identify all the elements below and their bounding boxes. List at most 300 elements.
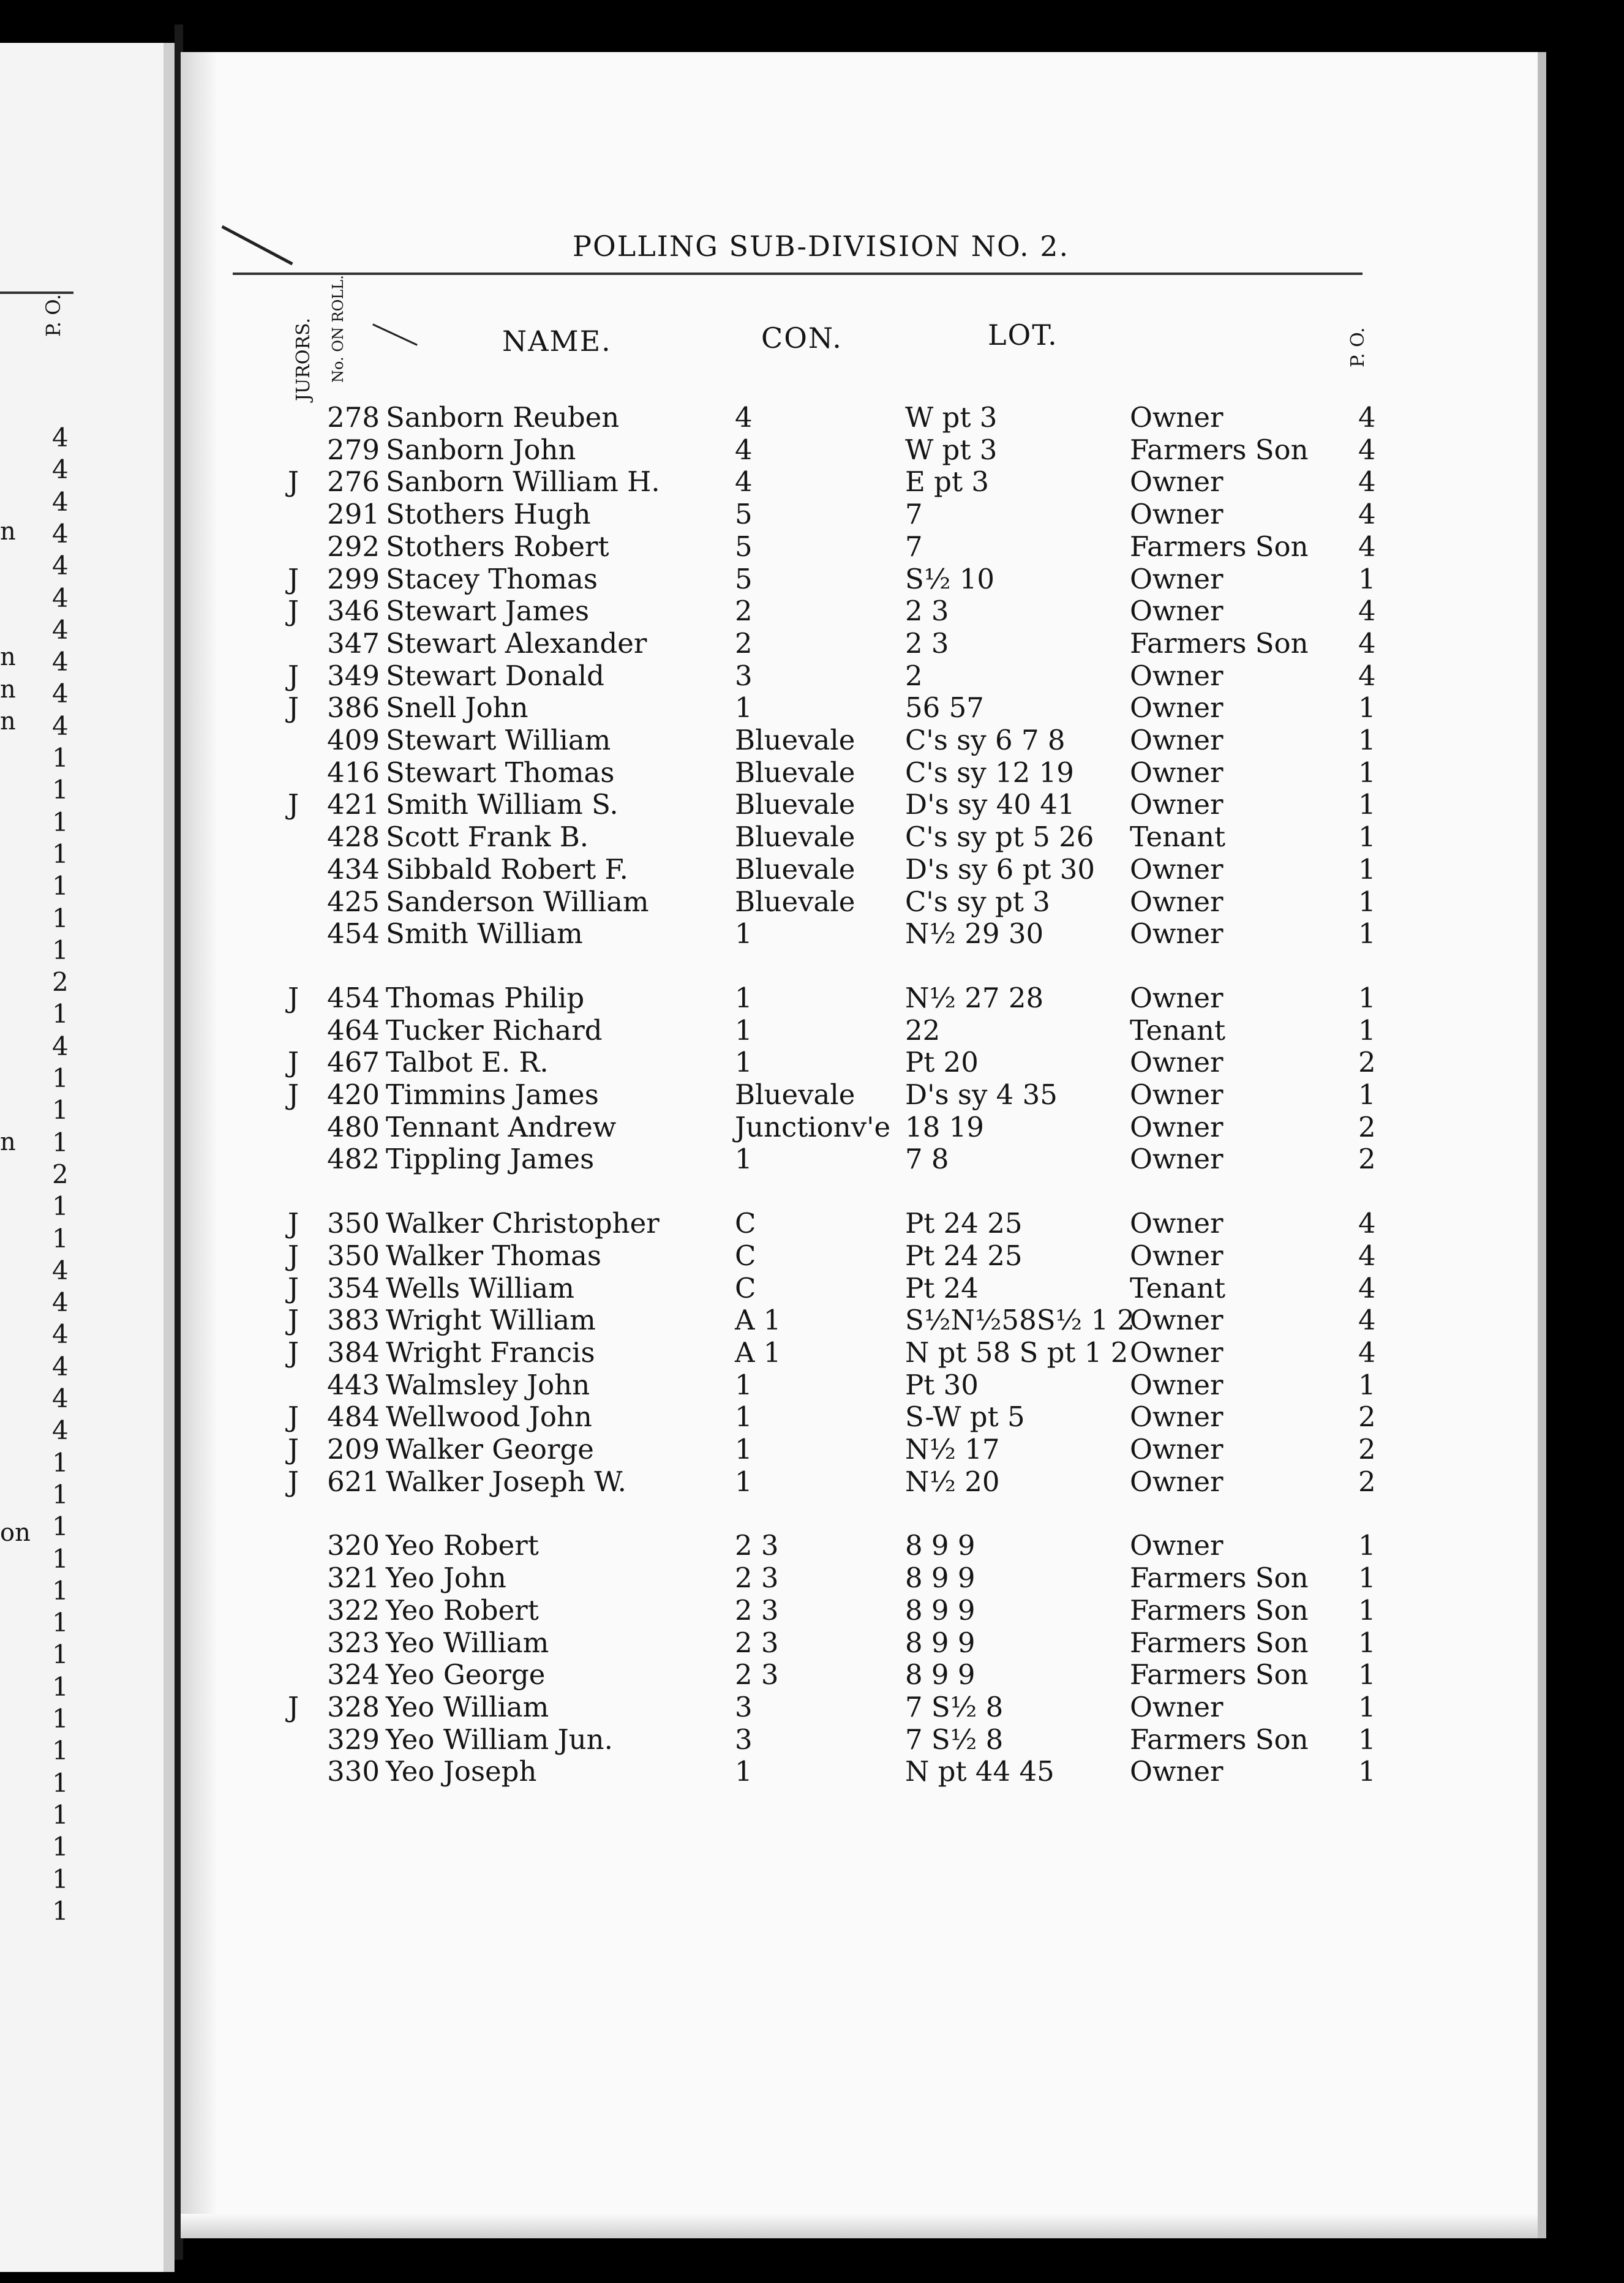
post-office: 2 [1358, 1143, 1376, 1176]
roll-number: 480 [327, 1110, 380, 1143]
previous-page-number: 1 [52, 1575, 69, 1606]
previous-page-number: 4 [52, 1287, 69, 1318]
concession: 1 [735, 1046, 753, 1079]
lot: C's sy pt 3 [905, 885, 1050, 918]
elector-name: Yeo Joseph [386, 1755, 537, 1788]
concession: Bluevale [735, 724, 855, 756]
table-row [0, 1627, 1624, 1657]
concession: A 1 [735, 1304, 781, 1337]
concession: 1 [735, 1014, 753, 1047]
table-row [0, 1691, 1624, 1721]
roll-number: 279 [327, 433, 380, 466]
status: Owner [1130, 465, 1224, 498]
concession: 1 [735, 1465, 753, 1498]
table-row [0, 1207, 1624, 1238]
lot: Pt 24 25 [905, 1207, 1023, 1240]
juror-flag: J [288, 465, 299, 498]
lot: 8 9 9 [905, 1529, 976, 1562]
post-office: 1 [1358, 1690, 1376, 1723]
elector-name: Smith William [386, 917, 583, 950]
juror-flag: J [288, 595, 299, 628]
roll-number: 321 [327, 1562, 380, 1595]
table-row [0, 821, 1624, 854]
lot: 7 [905, 530, 923, 563]
table-row [0, 691, 1624, 722]
post-office: 1 [1358, 821, 1376, 854]
juror-flag: J [288, 1465, 299, 1498]
status: Tenant [1130, 1014, 1226, 1047]
status: Farmers Son [1130, 1658, 1309, 1691]
previous-page-number: 1 [52, 1511, 69, 1542]
roll-number: 454 [327, 917, 380, 950]
concession: C [735, 1207, 756, 1240]
roll-number: 416 [327, 756, 380, 789]
status: Owner [1130, 1207, 1224, 1240]
table-row [0, 917, 1624, 948]
post-office: 2 [1358, 1433, 1376, 1465]
status: Owner [1130, 691, 1224, 724]
concession: 3 [735, 1690, 753, 1723]
previous-page-number: 1 [52, 1799, 69, 1830]
previous-page-number: 1 [52, 1543, 69, 1574]
roll-number: 350 [327, 1207, 380, 1240]
concession: C [735, 1239, 756, 1272]
page-title: POLLING SUB-DIVISION NO. 2. [573, 230, 1070, 263]
previous-page-fragment: on [0, 1519, 31, 1547]
previous-page-number: 4 [52, 1255, 69, 1285]
elector-name: Timmins James [386, 1078, 599, 1111]
roll-number: 209 [327, 1433, 380, 1465]
table-row [0, 401, 1624, 432]
juror-flag: J [288, 788, 299, 821]
concession: 5 [735, 562, 753, 595]
previous-page-number: 1 [52, 807, 69, 837]
previous-page-number: 1 [52, 1223, 69, 1254]
roll-number: 278 [327, 401, 380, 434]
status: Owner [1130, 1046, 1224, 1079]
elector-name: Smith William S. [386, 788, 618, 821]
concession: 1 [735, 1143, 753, 1176]
roll-number: 425 [327, 885, 380, 918]
elector-name: Stewart Thomas [386, 756, 615, 789]
previous-page-number: 4 [52, 486, 69, 517]
roll-number: 386 [327, 691, 380, 724]
previous-page-number: 4 [52, 647, 69, 677]
previous-page-number: 1 [52, 743, 69, 773]
previous-page-number: 1 [52, 903, 69, 933]
roll-number: 383 [327, 1304, 380, 1337]
table-row [0, 1239, 1624, 1270]
previous-page-number: 1 [52, 1095, 69, 1126]
name-header: NAME. [502, 325, 612, 358]
lot: W pt 3 [905, 401, 998, 434]
lot: N½ 27 28 [905, 981, 1044, 1014]
roll-number: 621 [327, 1465, 380, 1498]
previous-page-fragment: n [0, 1128, 16, 1156]
previous-page-number: 4 [52, 551, 69, 581]
lot: W pt 3 [905, 433, 998, 466]
juror-flag: J [288, 691, 299, 724]
status: Owner [1130, 756, 1224, 789]
status: Farmers Son [1130, 1626, 1309, 1659]
table-row [0, 1755, 1624, 1786]
lot: 2 3 [905, 626, 949, 660]
table-row [0, 1369, 1624, 1399]
elector-name: Wright William [386, 1304, 596, 1337]
status: Farmers Son [1130, 1562, 1309, 1595]
concession: 1 [735, 1433, 753, 1465]
table-row [0, 1433, 1624, 1464]
post-office: 1 [1358, 1014, 1376, 1047]
status: Farmers Son [1130, 433, 1309, 466]
previous-page-number: 2 [52, 1159, 69, 1189]
table-row [0, 434, 1624, 464]
elector-name: Yeo Robert [386, 1529, 539, 1562]
post-office: 4 [1358, 433, 1376, 466]
con-header: CON. [761, 322, 843, 355]
post-office: 1 [1358, 562, 1376, 595]
juror-flag: J [288, 1078, 299, 1111]
previous-page-number: 4 [52, 454, 69, 485]
lot: S-W pt 5 [905, 1401, 1025, 1434]
concession: Bluevale [735, 852, 855, 886]
elector-name: Walker Joseph W. [386, 1465, 626, 1498]
roll-number: 443 [327, 1368, 380, 1401]
elector-name: Stothers Hugh [386, 498, 591, 531]
roll-number: 354 [327, 1271, 380, 1304]
previous-page-number: 1 [52, 1127, 69, 1157]
table-row [0, 1014, 1624, 1045]
roll-number: 329 [327, 1723, 380, 1756]
roll-number: 421 [327, 788, 380, 821]
status: Owner [1130, 1110, 1224, 1143]
previous-page-number: 1 [52, 1864, 69, 1894]
concession: 2 3 [735, 1626, 779, 1659]
lot: 2 [905, 659, 923, 692]
previous-page-number: 4 [52, 423, 69, 453]
table-row [0, 563, 1624, 593]
status: Owner [1130, 917, 1224, 950]
page-shadow-bottom [181, 2214, 1546, 2238]
previous-page-fragment: n [0, 643, 16, 671]
juror-flag: J [288, 562, 299, 595]
previous-page-po-header: P. O. [42, 294, 65, 337]
juror-flag: J [288, 1304, 299, 1337]
lot: 22 [905, 1014, 941, 1047]
previous-page-number: 4 [52, 614, 69, 645]
status: Owner [1130, 1401, 1224, 1434]
status: Owner [1130, 659, 1224, 692]
post-office: 4 [1358, 465, 1376, 498]
roll-number: 428 [327, 821, 380, 854]
concession: Bluevale [735, 885, 855, 918]
table-row [0, 1078, 1624, 1109]
status: Farmers Son [1130, 626, 1309, 660]
roll-number: 299 [327, 562, 380, 595]
lot: N½ 29 30 [905, 917, 1044, 950]
status: Owner [1130, 1239, 1224, 1272]
lot: D's sy 4 35 [905, 1078, 1058, 1111]
post-office: 1 [1358, 917, 1376, 950]
concession: 3 [735, 1723, 753, 1756]
roll-number: 324 [327, 1658, 380, 1691]
roll-number: 434 [327, 852, 380, 886]
elector-name: Tippling James [386, 1143, 595, 1176]
post-office: 4 [1358, 401, 1376, 434]
concession: Bluevale [735, 756, 855, 789]
elector-name: Wellwood John [386, 1401, 592, 1434]
elector-name: Tennant Andrew [386, 1110, 617, 1143]
elector-name: Sanborn John [386, 433, 576, 466]
roll-number: 349 [327, 659, 380, 692]
table-row [0, 982, 1624, 1012]
concession: 2 3 [735, 1562, 779, 1595]
post-office: 1 [1358, 1658, 1376, 1691]
table-row [0, 1529, 1624, 1560]
previous-page-number: 1 [52, 1608, 69, 1638]
juror-flag: J [288, 981, 299, 1014]
concession: 2 3 [735, 1529, 779, 1562]
status: Tenant [1130, 1271, 1226, 1304]
post-office: 2 [1358, 1110, 1376, 1143]
previous-page-number: 1 [52, 1671, 69, 1702]
lot: 7 [905, 498, 923, 531]
roll-number: 320 [327, 1529, 380, 1562]
status: Owner [1130, 401, 1224, 434]
elector-name: Yeo Robert [386, 1593, 539, 1627]
roll-number: 291 [327, 498, 380, 531]
roll-number: 384 [327, 1336, 380, 1369]
status: Owner [1130, 595, 1224, 628]
concession: 5 [735, 530, 753, 563]
table-row [0, 724, 1624, 754]
previous-page-number: 1 [52, 775, 69, 805]
concession: A 1 [735, 1336, 781, 1369]
status: Owner [1130, 1529, 1224, 1562]
post-office: 4 [1358, 498, 1376, 531]
table-row [0, 788, 1624, 819]
previous-page-number: 1 [52, 1639, 69, 1670]
elector-name: Sibbald Robert F. [386, 852, 628, 886]
elector-name: Wells William [386, 1271, 574, 1304]
previous-page-number: 4 [52, 1031, 69, 1061]
lot: 8 9 9 [905, 1626, 976, 1659]
table-row [0, 1272, 1624, 1303]
elector-name: Stacey Thomas [386, 562, 598, 595]
roll-number: 484 [327, 1401, 380, 1434]
roll-number: 276 [327, 465, 380, 498]
table-row [0, 498, 1624, 531]
post-office: 4 [1358, 1239, 1376, 1272]
concession: 1 [735, 1401, 753, 1434]
lot: N pt 44 45 [905, 1755, 1054, 1788]
previous-page-number: 1 [52, 1447, 69, 1478]
elector-name: Walmsley John [386, 1368, 590, 1401]
elector-name: Walker George [386, 1433, 594, 1465]
roll-number: 330 [327, 1755, 380, 1788]
elector-name: Yeo John [386, 1562, 506, 1595]
lot: S½N½58S½ 1 2 [905, 1304, 1135, 1337]
post-office: 4 [1358, 1207, 1376, 1240]
status: Owner [1130, 1143, 1224, 1176]
previous-page-number: 4 [52, 710, 69, 741]
previous-page-number: 1 [52, 1063, 69, 1093]
post-office: 1 [1358, 788, 1376, 821]
previous-page-fragment: n [0, 675, 16, 704]
post-office: 4 [1358, 530, 1376, 563]
post-office: 1 [1358, 691, 1376, 724]
table-row [0, 1401, 1624, 1434]
post-office: 1 [1358, 1593, 1376, 1627]
previous-page-number: 1 [52, 1479, 69, 1510]
elector-name: Walker Christopher [386, 1207, 660, 1240]
concession: 2 [735, 626, 753, 660]
elector-name: Sanborn William H. [386, 465, 660, 498]
status: Owner [1130, 1336, 1224, 1369]
concession: 1 [735, 981, 753, 1014]
concession: 5 [735, 498, 753, 531]
status: Owner [1130, 562, 1224, 595]
roll-number: 322 [327, 1593, 380, 1627]
status: Owner [1130, 1368, 1224, 1401]
status: Farmers Son [1130, 1593, 1309, 1627]
concession: 4 [735, 465, 753, 498]
concession: Bluevale [735, 1078, 855, 1111]
concession: 1 [735, 917, 753, 950]
post-office: 1 [1358, 1562, 1376, 1595]
table-row [0, 1046, 1624, 1077]
status: Owner [1130, 724, 1224, 756]
lot: 8 9 9 [905, 1658, 976, 1691]
juror-flag: J [288, 1046, 299, 1079]
previous-page-number: 1 [52, 1767, 69, 1798]
elector-name: Yeo George [386, 1658, 546, 1691]
status: Owner [1130, 1304, 1224, 1337]
concession: Junctionv'e [735, 1110, 891, 1143]
previous-page-number: 1 [52, 1736, 69, 1766]
post-office: 1 [1358, 1368, 1376, 1401]
roll-number: 454 [327, 981, 380, 1014]
lot: N pt 58 S pt 1 2 [905, 1336, 1129, 1369]
status: Owner [1130, 498, 1224, 531]
table-row [0, 1111, 1624, 1142]
lot: Pt 20 [905, 1046, 979, 1079]
table-row [0, 1304, 1624, 1337]
concession: 4 [735, 433, 753, 466]
previous-page-number: 1 [52, 1832, 69, 1862]
roll-number: 346 [327, 595, 380, 628]
jurors-header: JURORS. [293, 317, 314, 401]
lot: Pt 30 [905, 1368, 979, 1401]
elector-name: Stewart William [386, 724, 611, 756]
post-office: 1 [1358, 724, 1376, 756]
juror-flag: J [288, 1336, 299, 1369]
post-office: 1 [1358, 1755, 1376, 1788]
lot: S½ 10 [905, 562, 995, 595]
elector-name: Sanderson William [386, 885, 649, 918]
table-row [0, 853, 1624, 884]
previous-page-number: 4 [52, 1383, 69, 1413]
juror-flag: J [288, 1401, 299, 1434]
lot: 18 19 [905, 1110, 984, 1143]
status: Farmers Son [1130, 1723, 1309, 1756]
status: Owner [1130, 1690, 1224, 1723]
juror-flag: J [288, 1271, 299, 1304]
juror-flag: J [288, 1690, 299, 1723]
roll-number: 292 [327, 530, 380, 563]
previous-page-number: 1 [52, 838, 69, 869]
concession: 1 [735, 691, 753, 724]
elector-name: Yeo William [386, 1626, 549, 1659]
lot: Pt 24 [905, 1271, 979, 1304]
previous-page-number: 1 [52, 1704, 69, 1734]
previous-page-number: 4 [52, 1319, 69, 1350]
lot: N½ 17 [905, 1433, 1000, 1465]
table-row [0, 1562, 1624, 1595]
table-row [0, 627, 1624, 658]
lot: 8 9 9 [905, 1593, 976, 1627]
roll-number: 347 [327, 626, 380, 660]
concession: 2 3 [735, 1658, 779, 1691]
concession: Bluevale [735, 821, 855, 854]
table-row [0, 886, 1624, 916]
lot: 7 8 [905, 1143, 949, 1176]
po-header: P. O. [1347, 327, 1369, 367]
elector-name: Stewart Donald [386, 659, 604, 692]
roll-number: 420 [327, 1078, 380, 1111]
status: Owner [1130, 852, 1224, 886]
status: Owner [1130, 1078, 1224, 1111]
status: Owner [1130, 1465, 1224, 1498]
status: Owner [1130, 788, 1224, 821]
lot: C's sy pt 5 26 [905, 821, 1094, 854]
juror-flag: J [288, 1239, 299, 1272]
concession: 2 3 [735, 1593, 779, 1627]
roll-number: 464 [327, 1014, 380, 1047]
table-row [0, 1723, 1624, 1754]
previous-page-number: 1 [52, 1895, 69, 1926]
post-office: 1 [1358, 1626, 1376, 1659]
post-office: 4 [1358, 595, 1376, 628]
status: Owner [1130, 1433, 1224, 1465]
previous-page-number: 2 [52, 967, 69, 998]
concession: C [735, 1271, 756, 1304]
table-row [0, 595, 1624, 628]
post-office: 1 [1358, 981, 1376, 1014]
post-office: 4 [1358, 1304, 1376, 1337]
lot-header: LOT. [988, 318, 1058, 352]
table-row [0, 756, 1624, 787]
roll-number: 323 [327, 1626, 380, 1659]
concession: 3 [735, 659, 753, 692]
concession: 1 [735, 1368, 753, 1401]
previous-page-number: 4 [52, 1351, 69, 1382]
lot: D's sy 40 41 [905, 788, 1075, 821]
table-row [0, 1465, 1624, 1496]
roll-number: 467 [327, 1046, 380, 1079]
previous-page-fragment: n [0, 517, 16, 546]
juror-flag: J [288, 1433, 299, 1465]
elector-name: Thomas Philip [386, 981, 585, 1014]
roll-number: 409 [327, 724, 380, 756]
elector-name: Wright Francis [386, 1336, 595, 1369]
elector-name: Scott Frank B. [386, 821, 589, 854]
elector-name: Stothers Robert [386, 530, 609, 563]
elector-name: Yeo William Jun. [386, 1723, 613, 1756]
lot: 2 3 [905, 595, 949, 628]
previous-page-number: 4 [52, 679, 69, 709]
table-row [0, 660, 1624, 690]
